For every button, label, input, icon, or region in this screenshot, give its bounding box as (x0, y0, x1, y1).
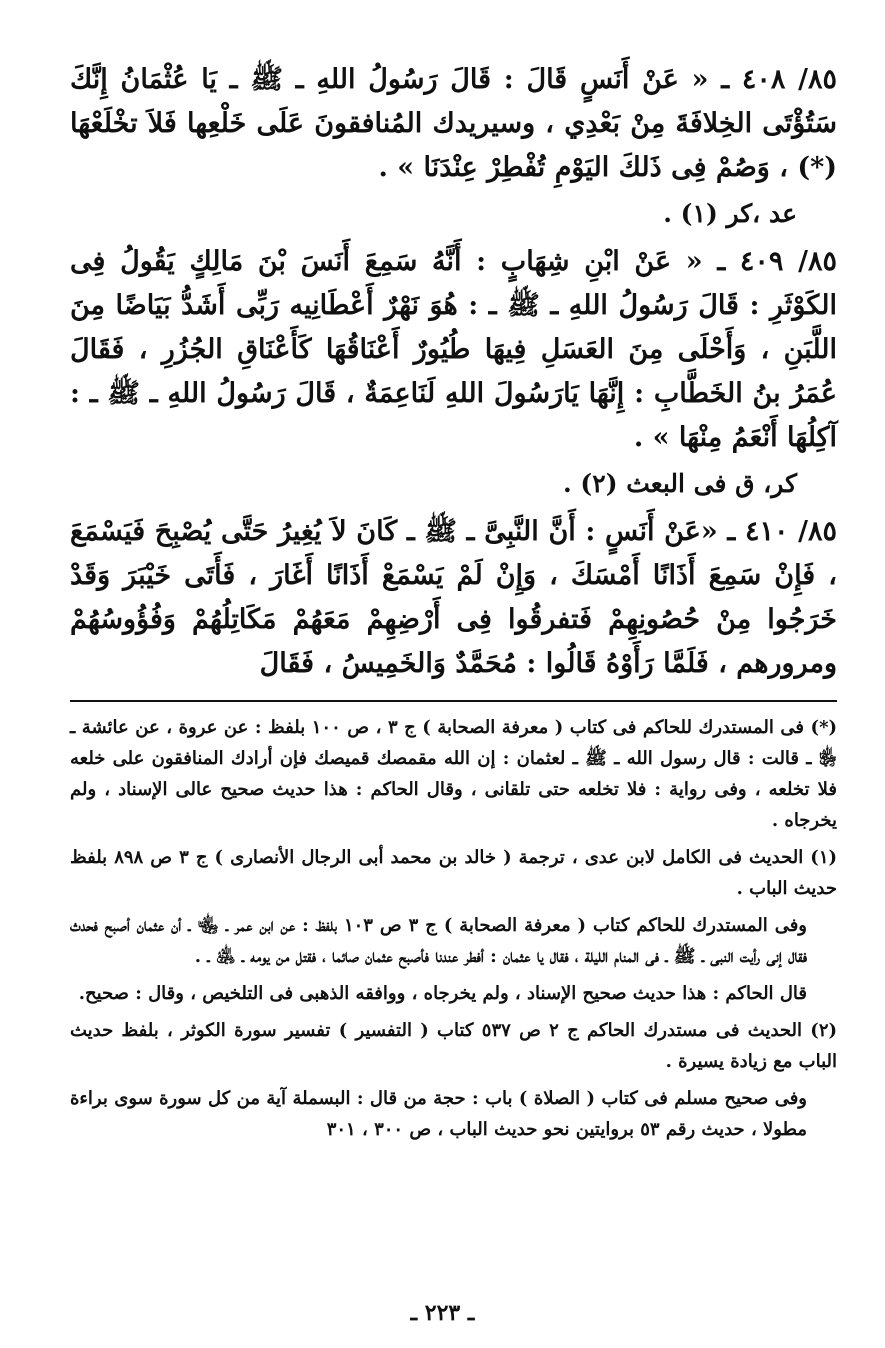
footnote-1-continued: وفى المستدرك للحاكم كتاب ( معرفة الصحابة ) ج ٣ ص ١٠٣ بلفظ : عن ابن عمر ـ ﵄ ـ أن عثمان أصبح فحدث فقال إنى رأيت النبى ـ ﷺ ـ فى المنام الليلة ، فقال يا عثمان : أفطر عندنا فأصبح عثمان صائما ، فقتل من يومه ـ ﵁ ـ . (70, 915, 808, 967)
hadith-section (70, 58, 837, 686)
footnote-1: (١) الحديث فى الكامل لابن عدى ، ترجمة ( خالد بن محمد أبى الرجال الأنصارى ) ج ٣ ص ٨٩٨ بلفظ حديث الباب . (70, 847, 838, 899)
footnotes-section (70, 712, 837, 1145)
hadith-409-source: كر، ق فى البعث (٢) . (563, 469, 797, 498)
hadith-409: ٨٥/ ٤٠٩ ـ « عَنْ ابْنِ شِهَابٍ : أَنَّهُ سَمِعَ أَنَسَ بْنَ مَالِكٍ يَقُولُ فِى الكَوْثَرِ : قَالَ رَسُولُ اللهِ ـ ﷺ ـ : هُوَ نَهْرٌ أَعْطَانِيه رَبِّى أَشَدُّ بَيَاضًا مِنَ اللَّبَنِ ، وَأَحْلَى مِنَ العَسَلِ فِيهَا طُيُورٌ أَعْنَاقُهَا كَأَعْنَاقِ الجُزُرِ ، فَقَالَ عُمَرُ بنُ الخَطَّابِ : إِنَّهَا يَارَسُولَ اللهِ لَنَاعِمَةٌ ، قَالَ رَسُولُ اللهِ ـ ﷺ ـ : آكِلُهَا أَنْعَمُ مِنْهَا » . (70, 246, 837, 453)
footnote-2: (٢) الحديث فى مستدرك الحاكم ج ٢ ص ٥٣٧ كتاب ( التفسير ) تفسير سورة الكوثر ، بلفظ حديث الباب مع زيادة يسيرة . (70, 1020, 838, 1072)
hadith-410: ٨٥/ ٤١٠ ـ «عَنْ أَنَسٍ : أَنَّ النَّبِىَّ ـ ﷺ ـ كَانَ لاَ يُغِيرُ حَتَّى يُصْبِحَ فَيَسْمَعَ ، فَإِنْ سَمِعَ أَذَانًا أَمْسَكَ ، وَإِنْ لَمْ يَسْمَعْ أَذَانًا أَغَارَ ، فَأَتَى خَيْبَرَ وَقَدْ خَرَجُوا مِنْ حُصُونِهِمْ فَتفرقُوا فِى أَرْضِهِمْ مَعَهُمْ مَكَاتِلُهُمْ وَفُؤُوسُهُمْ ومرورهم ، فَلَمَّا رَأَوْهُ قَالُوا : مُحَمَّدٌ وَالخَمِيسُ ، فَقَالَ (70, 516, 837, 679)
hadith-408: ٨٥/ ٤٠٨ ـ « عَنْ أَنَسٍ قَالَ : قَالَ رَسُولُ اللهِ ـ ﷺ ـ يَا عُثْمَانُ إِنَّكَ سَتُؤْتَى الخِلافَةَ مِنْ بَعْدِي ، وسيريدك المُنافقونَ عَلَى خَلْعِها فَلاَ تخْلَعْهَا (*) ، وَصُمْ فِى ذَلكَ اليَوْمِ تُفْطِرْ عِنْدَنَا » . (70, 64, 838, 183)
page-number: ـ ٢٢٣ ـ (410, 1300, 475, 1326)
hadith-408-source: عد ،كر (١) . (663, 199, 797, 228)
footnote-star: (*) فى المستدرك للحاكم فى كتاب ( معرفة الصحابة ) ج ٣ ، ص ١٠٠ بلفظ : عن عروة ، عن عائشة ـ ﵂ ـ قالت : قال رسول الله ـ ﷺ ـ لعثمان : إن الله مقمصك قميصك فإن أرادك المنافقون على خلعه فلا تخلعه ، وفى رواية : فلا تخلعه حتى تلقانى ، وقال الحاكم : هذا حديث صحيح عالى الإسناد ، ولم يخرجاه . (70, 717, 837, 831)
footnote-2-continued: وفى صحيح مسلم فى كتاب ( الصلاة ) باب : حجة من قال : البسملة آية من كل سورة سوى براءة مطولا ، حديث رقم ٥٣ بروايتين نحو حديث الباب ، ص ٣٠٠ ، ٣٠١ (70, 1088, 807, 1140)
footnote-1-ruling: قال الحاكم : هذا حديث صحيح الإسناد ، ولم يخرجاه ، ووافقه الذهبى فى التلخيص ، وقال : صحيح. (78, 983, 807, 1004)
page-content (70, 58, 837, 1145)
footnote-divider (70, 700, 837, 702)
